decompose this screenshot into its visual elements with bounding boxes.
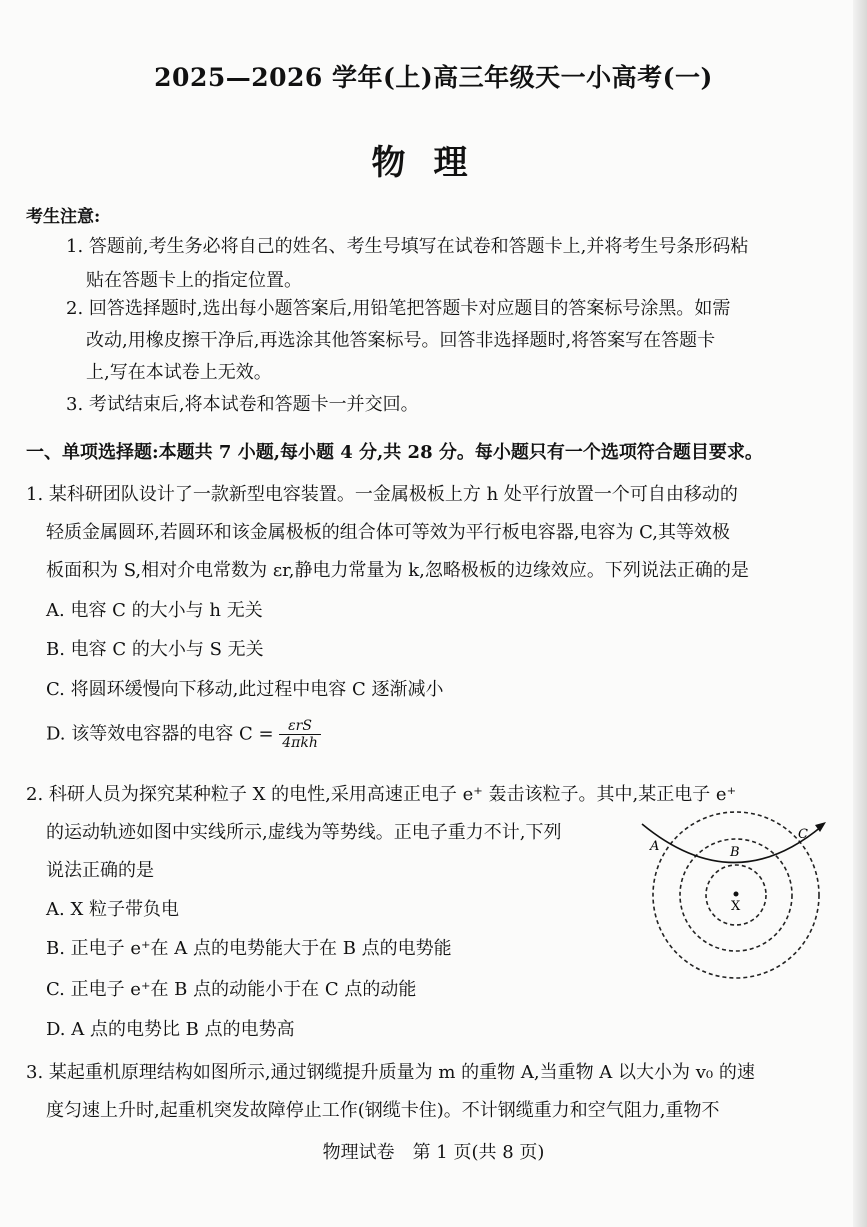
question-2-option-a: A. X 粒子带负电 bbox=[46, 899, 179, 920]
question-2-line: 说法正确的是 bbox=[46, 860, 154, 881]
point-c-label: C bbox=[798, 827, 808, 842]
particle-x-dot bbox=[734, 892, 739, 897]
section-heading: 一、单项选择题:本题共 7 小题,每小题 4 分,共 28 分。每小题只有一个选项符合题目要求。 bbox=[26, 442, 763, 463]
subject-title: 物理 bbox=[371, 143, 496, 183]
question-2-option-c: C. 正电子 e⁺在 B 点的动能小于在 C 点的动能 bbox=[46, 979, 417, 1000]
question-1-line: 轻质金属圆环,若圆环和该金属极板的组合体可等效为平行板电容器,电容为 C,其等效极 bbox=[46, 522, 731, 543]
question-2-line: 的运动轨迹如图中实线所示,虚线为等势线。正电子重力不计,下列 bbox=[46, 822, 562, 843]
question-2-option-b: B. 正电子 e⁺在 A 点的电势能大于在 B 点的电势能 bbox=[46, 938, 452, 959]
question-1-option-a: A. 电容 C 的大小与 h 无关 bbox=[46, 600, 263, 621]
formula-numerator: εrS bbox=[279, 718, 321, 735]
question-1-line: 1. 某科研团队设计了一款新型电容装置。一金属极板上方 h 处平行放置一个可自由移动的 bbox=[26, 484, 738, 505]
point-a-label: A bbox=[650, 839, 660, 854]
page-footer: 物理试卷 第 1 页(共 8 页) bbox=[322, 1142, 545, 1163]
formula-denominator: 4πkh bbox=[282, 735, 318, 752]
point-b-label: B bbox=[730, 845, 740, 860]
notice-line: 改动,用橡皮擦干净后,再选涂其他答案标号。回答非选择题时,将答案写在答题卡 bbox=[86, 330, 716, 351]
question-3-line: 度匀速上升时,起重机突发故障停止工作(钢缆卡住)。不计钢缆重力和空气阻力,重物不 bbox=[46, 1100, 720, 1121]
equipotential-figure bbox=[630, 810, 840, 1020]
question-2-line: 2. 科研人员为探究某种粒子 X 的电性,采用高速正电子 e⁺ 轰击该粒子。其中,某正电子 e⁺ bbox=[26, 784, 737, 805]
question-1-option-d bbox=[46, 718, 321, 751]
question-1-option-b: B. 电容 C 的大小与 S 无关 bbox=[46, 639, 264, 660]
particle-x-label: X bbox=[731, 899, 741, 914]
capacitance-formula bbox=[279, 718, 321, 751]
question-3-line: 3. 某起重机原理结构如图所示,通过钢缆提升质量为 m 的重物 A,当重物 A 以大小为 v₀ 的速 bbox=[26, 1062, 755, 1083]
notice-heading: 考生注意: bbox=[26, 207, 101, 227]
question-1-option-c: C. 将圆环缓慢向下移动,此过程中电容 C 逐渐减小 bbox=[46, 679, 444, 700]
question-1-line: 板面积为 S,相对介电常数为 εr,静电力常量为 k,忽略极板的边缘效应。下列说法正确的是 bbox=[46, 560, 749, 581]
option-d-text: D. 该等效电容器的电容 C = bbox=[46, 723, 274, 745]
notice-line: 2. 回答选择题时,选出每小题答案后,用铅笔把答题卡对应题目的答案标号涂黑。如需 bbox=[66, 298, 731, 319]
notice-line: 上,写在本试卷上无效。 bbox=[86, 362, 272, 383]
notice-line: 1. 答题前,考生务必将自己的姓名、考生号填写在试卷和答题卡上,并将考生号条形码粘 bbox=[66, 236, 749, 257]
page-edge-shadow bbox=[853, 0, 867, 1227]
notice-line: 贴在答题卡上的指定位置。 bbox=[86, 270, 302, 291]
exam-title: 2025—2026 学年(上)高三年级天一小高考(一) bbox=[154, 63, 713, 92]
notice-line: 3. 考试结束后,将本试卷和答题卡一并交回。 bbox=[66, 394, 419, 415]
question-2-option-d: D. A 点的电势比 B 点的电势高 bbox=[46, 1019, 295, 1040]
